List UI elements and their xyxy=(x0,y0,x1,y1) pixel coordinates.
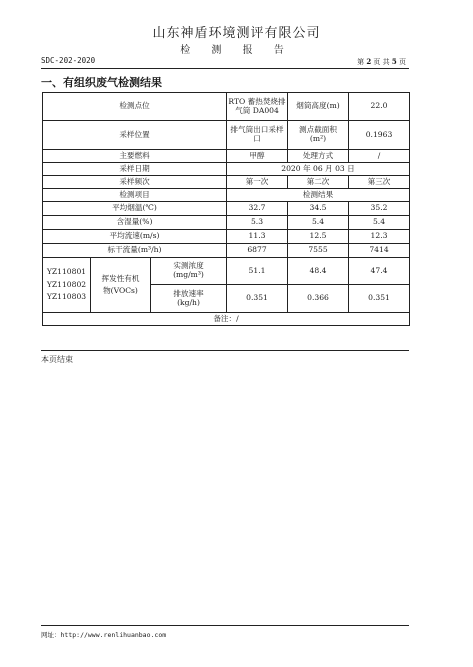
section-title: 一、有组织废气检测结果 xyxy=(41,76,162,89)
concentration-label xyxy=(151,258,227,285)
page-total: 5 xyxy=(391,57,397,66)
table-row xyxy=(43,313,410,326)
cell-value: 5.4 xyxy=(349,216,410,230)
row-label-temperature: 平均烟温(℃) xyxy=(43,202,227,216)
cell-value: 35.2 xyxy=(349,202,410,216)
table-row xyxy=(43,258,410,285)
page-prefix: 第 xyxy=(357,58,365,66)
concentration-label-line2: (mg/m³) xyxy=(173,270,204,279)
cell-value: 5.3 xyxy=(227,216,288,230)
table-row xyxy=(43,93,410,121)
stack-height-label: 烟筒高度(m) xyxy=(288,93,349,121)
footer-url: 网址：http://www.renlihuanbao.com xyxy=(41,631,167,639)
voc-label-line2: 物(VOCs) xyxy=(103,286,138,295)
section-area-label-line1: 测点截面积 xyxy=(299,125,337,135)
cell-value: 7555 xyxy=(288,244,349,258)
voc-label xyxy=(91,258,151,313)
cell-value: 0.351 xyxy=(227,285,288,313)
row-label-velocity: 平均流速(m/s) xyxy=(43,230,227,244)
cell-value: 32.7 xyxy=(227,202,288,216)
page-current: 2 xyxy=(366,57,372,66)
row-label-flow: 标干流量(m³/h) xyxy=(43,244,227,258)
cell-value: 6877 xyxy=(227,244,288,258)
sampling-position-label: 采样位置 xyxy=(43,121,227,150)
cell-value: 7414 xyxy=(349,244,410,258)
cell-value: 11.3 xyxy=(227,230,288,244)
frequency-2: 第二次 xyxy=(288,176,349,189)
frequency-1: 第一次 xyxy=(227,176,288,189)
treatment-label: 处理方式 xyxy=(288,150,349,163)
emission-rate-label-line2: (kg/h) xyxy=(177,297,200,307)
section-area-label-line2: (m²) xyxy=(309,134,327,143)
sampling-date-value: 2020 年 06 月 03 日 xyxy=(227,163,410,176)
sampling-position-value: 排气筒出口采样口 xyxy=(227,121,288,150)
report-subtitle: 检 测 报 告 xyxy=(180,45,293,56)
fuel-label: 主要燃料 xyxy=(43,150,227,163)
frequency-label: 采样频次 xyxy=(43,176,227,189)
table-row xyxy=(43,163,410,176)
cell-value: 0.366 xyxy=(288,285,349,313)
row-label-moisture: 含湿量(%) xyxy=(43,216,227,230)
site-value: RTO 蓄热焚烧排气筒 DA004 xyxy=(227,93,288,121)
cell-value: 12.3 xyxy=(349,230,410,244)
page-mid: 页 共 xyxy=(373,58,390,66)
frequency-3: 第三次 xyxy=(349,176,410,189)
sample-ids xyxy=(43,258,91,313)
company-name: 山东神盾环境测评有限公司 xyxy=(152,26,321,41)
table-row xyxy=(43,202,410,216)
end-divider xyxy=(41,350,409,351)
emission-rate-label-line1: 排放速率 xyxy=(173,288,204,298)
cell-value: 12.5 xyxy=(288,230,349,244)
fuel-value: 甲醇 xyxy=(227,150,288,163)
site-label: 检测点位 xyxy=(43,93,227,121)
emission-rate-label xyxy=(151,285,227,313)
result-label: 检测结果 xyxy=(227,189,410,202)
table-row xyxy=(43,244,410,258)
page-indicator xyxy=(357,57,406,67)
section-area-label xyxy=(288,121,349,150)
document-number: SDC-202-2020 xyxy=(41,56,96,65)
end-of-page-note: 本页结束 xyxy=(41,355,73,364)
voc-label-line1: 挥发性有机 xyxy=(101,273,140,283)
item-label: 检测项目 xyxy=(43,189,227,202)
sample-id: YZ110801 xyxy=(46,266,87,276)
treatment-value: / xyxy=(349,150,410,163)
table-row xyxy=(43,230,410,244)
section-area-value: 0.1963 xyxy=(349,121,410,150)
cell-value: 0.351 xyxy=(349,285,410,313)
cell-value: 34.5 xyxy=(288,202,349,216)
stack-height-value: 22.0 xyxy=(349,93,410,121)
header-divider xyxy=(41,68,409,69)
waste-gas-results-table xyxy=(42,92,410,326)
table-row xyxy=(43,150,410,163)
table-row xyxy=(43,216,410,230)
page-suffix: 页 xyxy=(399,58,406,66)
cell-value: 51.1 xyxy=(227,258,288,285)
cell-value: 5.4 xyxy=(288,216,349,230)
cell-value: 48.4 xyxy=(288,258,349,285)
sampling-date-label: 采样日期 xyxy=(43,163,227,176)
cell-value: 47.4 xyxy=(349,258,410,285)
footer-divider xyxy=(41,625,409,626)
concentration-label-line1: 实测浓度 xyxy=(173,261,204,271)
sample-id: YZ110803 xyxy=(46,292,87,302)
table-row xyxy=(43,189,410,202)
table-row xyxy=(43,121,410,150)
remark: 备注：/ xyxy=(43,313,410,326)
table-row xyxy=(43,176,410,189)
sample-id: YZ110802 xyxy=(46,279,87,289)
